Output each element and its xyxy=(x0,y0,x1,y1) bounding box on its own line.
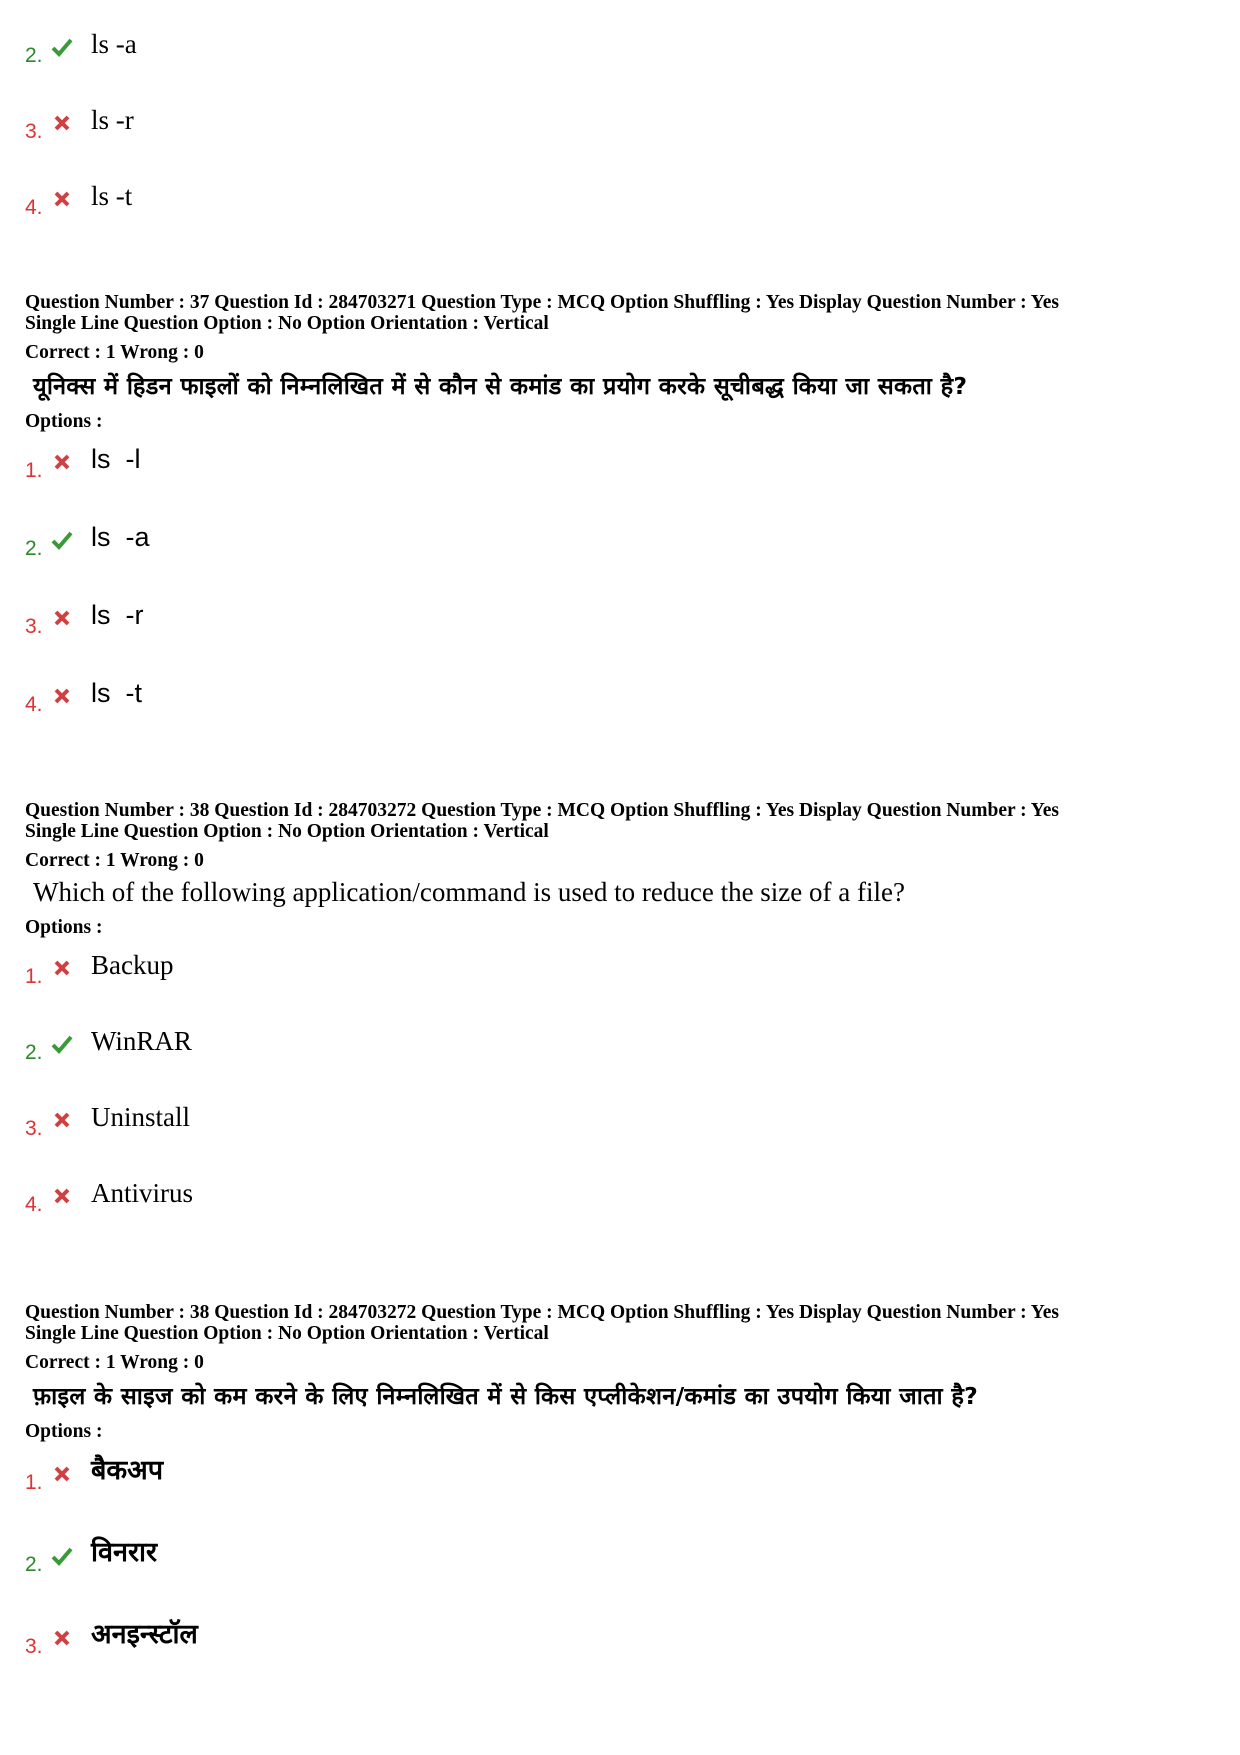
option-text: ls -a xyxy=(91,29,137,59)
cross-icon xyxy=(51,451,73,473)
option-row xyxy=(25,104,1220,144)
cross-icon xyxy=(51,1109,73,1131)
cross-icon xyxy=(51,957,73,979)
question-meta: Single Line Question Option : No Option Orientation : Vertical xyxy=(25,313,549,334)
question-block xyxy=(25,1302,1220,1659)
option-number: 3. xyxy=(25,1635,43,1658)
option-row xyxy=(25,1619,1220,1659)
question-block xyxy=(25,800,1220,1217)
check-icon xyxy=(51,529,73,551)
question-block xyxy=(25,292,1220,717)
option-text: WinRAR xyxy=(91,1026,192,1056)
question-score: Correct : 1 Wrong : 0 xyxy=(25,342,204,363)
top-options xyxy=(25,28,1220,220)
option-row xyxy=(25,28,1220,68)
option-number: 4. xyxy=(25,196,43,219)
question-meta: Question Number : 38 Question Id : 284703272 Question Type : MCQ Option Shuffling : Yes Display Question Number : Yes xyxy=(25,800,1059,821)
option-number: 4. xyxy=(25,693,43,716)
cross-icon xyxy=(51,1463,73,1485)
option-text: Backup xyxy=(91,950,174,980)
option-number: 3. xyxy=(25,120,43,143)
cross-icon xyxy=(51,1185,73,1207)
option-number: 1. xyxy=(25,459,43,482)
question-score: Correct : 1 Wrong : 0 xyxy=(25,1352,204,1373)
option-row xyxy=(25,1025,1220,1065)
option-number: 4. xyxy=(25,1193,43,1216)
option-text: ls -l xyxy=(91,444,141,474)
option-text: विनरार xyxy=(91,1537,158,1568)
option-number: 1. xyxy=(25,965,43,988)
option-text: बैकअप xyxy=(91,1455,164,1486)
check-icon xyxy=(51,1033,73,1055)
option-number: 2. xyxy=(25,1553,43,1576)
question-meta: Question Number : 38 Question Id : 284703272 Question Type : MCQ Option Shuffling : Yes Display Question Number : Yes xyxy=(25,1302,1059,1323)
question-text: यूनिक्स में हिडन फाइलों को निम्नलिखित में से कौन से कमांड का प्रयोग करके सूचीबद्ध किया जा सकता है? xyxy=(33,372,968,400)
option-number: 2. xyxy=(25,1041,43,1064)
options-label: Options : xyxy=(25,1421,103,1442)
cross-icon xyxy=(51,685,73,707)
option-text: ls -t xyxy=(91,678,142,708)
option-number: 1. xyxy=(25,1471,43,1494)
option-number: 3. xyxy=(25,1117,43,1140)
option-row xyxy=(25,1455,1220,1495)
options-label: Options : xyxy=(25,411,103,432)
question-text: Which of the following application/command is used to reduce the size of a file? xyxy=(33,877,905,907)
cross-icon xyxy=(51,112,73,134)
question-meta: Single Line Question Option : No Option Orientation : Vertical xyxy=(25,1323,549,1344)
question-meta: Question Number : 37 Question Id : 284703271 Question Type : MCQ Option Shuffling : Yes Display Question Number : Yes xyxy=(25,292,1059,313)
option-number: 3. xyxy=(25,615,43,638)
option-row xyxy=(25,1101,1220,1141)
option-row xyxy=(25,1177,1220,1217)
option-text: Antivirus xyxy=(91,1178,194,1208)
option-number: 2. xyxy=(25,44,43,67)
option-row xyxy=(25,677,1220,717)
option-row xyxy=(25,180,1220,220)
option-row xyxy=(25,443,1220,483)
option-text: ls -a xyxy=(91,522,150,552)
option-number: 2. xyxy=(25,537,43,560)
option-row xyxy=(25,1537,1220,1577)
option-text: ls -t xyxy=(91,181,133,211)
cross-icon xyxy=(51,607,73,629)
question-text: फ़ाइल के साइज को कम करने के लिए निम्नलिखित में से किस एप्लीकेशन/कमांड का उपयोग किया जाता है? xyxy=(33,1382,979,1410)
question-meta: Single Line Question Option : No Option Orientation : Vertical xyxy=(25,821,549,842)
option-text: अनइन्स्टॉल xyxy=(91,1619,198,1650)
cross-icon xyxy=(51,188,73,210)
option-text: Uninstall xyxy=(91,1102,190,1132)
option-row xyxy=(25,949,1220,989)
option-row xyxy=(25,599,1220,639)
question-score: Correct : 1 Wrong : 0 xyxy=(25,850,204,871)
options-label: Options : xyxy=(25,917,103,938)
cross-icon xyxy=(51,1627,73,1649)
option-text: ls -r xyxy=(91,600,144,630)
option-row xyxy=(25,521,1220,561)
option-text: ls -r xyxy=(91,105,134,135)
check-icon xyxy=(51,36,73,58)
check-icon xyxy=(51,1545,73,1567)
